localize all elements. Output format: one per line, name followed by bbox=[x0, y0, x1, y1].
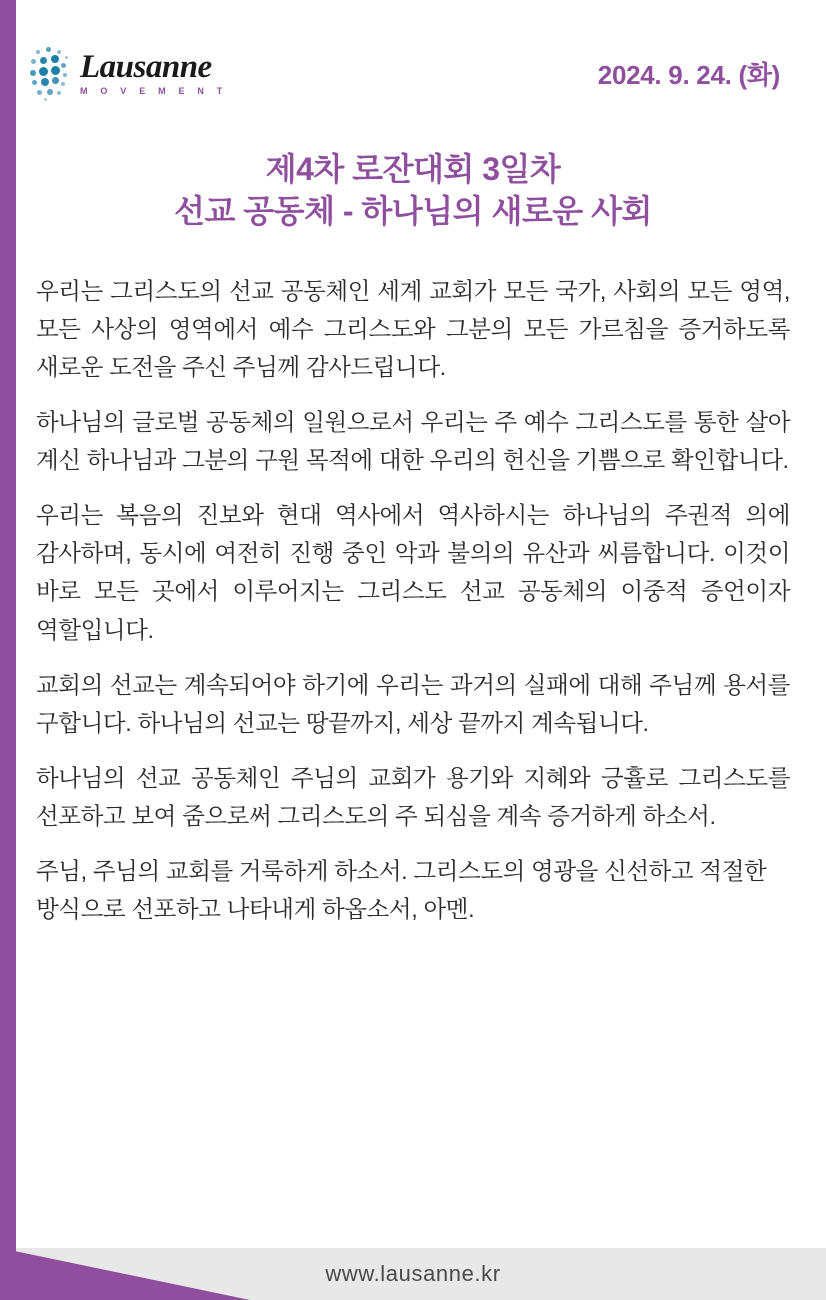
paragraph: 주님, 주님의 교회를 거룩하게 하소서. 그리스도의 영광을 신선하고 적절한 방식으로 선포하고 나타내게 하옵소서, 아멘. bbox=[36, 857, 767, 922]
footer-wedge-decoration bbox=[0, 1248, 250, 1300]
paragraph: 하나님의 선교 공동체인 주님의 교회가 용기와 지혜와 긍휼로 그리스도를 선포하고 보여 줌으로써 그리스도의 주 되심을 계속 증거하게 하소서. bbox=[36, 764, 790, 829]
dotted-globe-icon bbox=[30, 46, 76, 100]
body-content bbox=[36, 272, 790, 928]
footer bbox=[0, 1248, 826, 1300]
title-line-1: 제4차 로잔대회 3일차 bbox=[265, 151, 561, 187]
footer-website-url[interactable]: www.lausanne.kr bbox=[325, 1261, 501, 1286]
footer-left-bar bbox=[0, 1248, 16, 1300]
lausanne-logo bbox=[30, 46, 228, 100]
logo-name: Lausanne bbox=[80, 48, 212, 85]
left-accent-bar bbox=[0, 0, 16, 1300]
page-title bbox=[16, 148, 810, 232]
title-line-2: 선교 공동체 - 하나님의 새로운 사회 bbox=[174, 193, 652, 230]
header bbox=[16, 34, 810, 112]
paragraph: 우리는 복음의 진보와 현대 역사에서 역사하시는 하나님의 주권적 의에 감사하며, 동시에 여전히 진행 중인 악과 불의의 유산과 씨름합니다. 이것이 바로 모든 곳에서 이루어지는 그리스도 선교 공동체의 이중적 증언이자 역할입니다. bbox=[36, 502, 790, 643]
paragraph: 하나님의 글로벌 공동체의 일원으로서 우리는 주 예수 그리스도를 통한 살아 계신 하나님과 그분의 구원 목적에 대한 우리의 헌신을 기쁨으로 확인합니다. bbox=[36, 409, 790, 474]
logo-subtitle: M O V E M E N T bbox=[80, 85, 228, 96]
paragraph: 우리는 그리스도의 선교 공동체인 세계 교회가 모든 국가, 사회의 모든 영역, 모든 사상의 영역에서 예수 그리스도와 그분의 모든 가르침을 증거하도록 새로운 도전을 주신 주님께 감사드립니다. bbox=[36, 278, 790, 381]
date-label: 2024. 9. 24. (화) bbox=[597, 59, 780, 90]
paragraph: 교회의 선교는 계속되어야 하기에 우리는 과거의 실패에 대해 주님께 용서를 구합니다. 하나님의 선교는 땅끝까지, 세상 끝까지 계속됩니다. bbox=[36, 671, 790, 736]
logo-text bbox=[80, 48, 228, 96]
